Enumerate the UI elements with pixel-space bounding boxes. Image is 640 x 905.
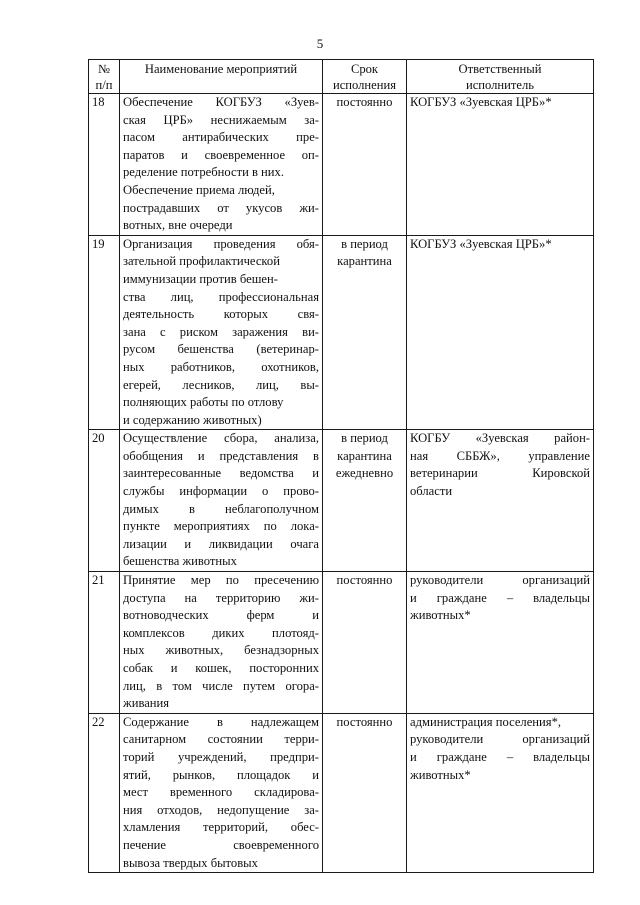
- measure-name-line: пункте мероприятиях по лока-: [123, 519, 319, 534]
- measure-term-line: ежедневно: [335, 466, 394, 481]
- measure-term-line: карантина: [337, 448, 392, 463]
- row-number: 20: [89, 430, 120, 572]
- measure-name-line: лиц, в том числе путем огора-: [123, 678, 319, 693]
- measure-name-line: Обеспечение приема людей,: [123, 182, 275, 197]
- measure-responsible-line: ная СББЖ», управление: [410, 448, 590, 463]
- measure-name-line: Организация проведения обя-: [123, 236, 319, 251]
- measure-term-line: постоянно: [336, 714, 393, 729]
- measure-name-line: вотных, вне очереди: [123, 218, 233, 233]
- header-number: [89, 60, 120, 94]
- measure-responsible-line: животных*: [410, 608, 471, 623]
- measure-name-line: собак и кошек, посторонних: [123, 661, 319, 675]
- measure-term-line: в период: [341, 236, 388, 251]
- measure-name-line: заинтересованные ведомства и: [123, 466, 319, 481]
- measure-name-line: живания: [123, 696, 170, 711]
- measure-name-line: пасом антирабических пре-: [123, 130, 319, 145]
- measure-name-line: зана с риском заражения ви-: [123, 324, 319, 339]
- measure-name-line: лизации и ликвидации очага: [123, 536, 319, 551]
- header-term-line: Срок: [350, 62, 379, 76]
- measure-responsible-line: руководители организаций: [410, 573, 590, 588]
- measure-name: [120, 235, 323, 430]
- measure-name-line: деятельность которых свя-: [123, 307, 319, 322]
- measure-name-line: зательной профилактической: [123, 254, 280, 269]
- measure-responsible: [407, 94, 594, 236]
- measure-name-line: хламления территорий, обес-: [123, 820, 319, 835]
- measure-responsible-line: области: [410, 484, 453, 499]
- measure-responsible-line: животных*: [410, 767, 471, 782]
- row-number: 22: [89, 713, 120, 872]
- measure-term-line: карантина: [337, 254, 392, 269]
- measure-responsible-line: администрация поселения*,: [410, 714, 562, 729]
- measure-responsible: [407, 713, 594, 872]
- measure-name-line: ных животных, безнадзорных: [123, 643, 319, 658]
- measure-responsible: [407, 235, 594, 430]
- measure-name-line: службы информации о прово-: [123, 484, 319, 499]
- measure-name-line: Обеспечение КОГБУЗ «Зуев-: [123, 95, 319, 109]
- page-number: 5: [316, 36, 324, 51]
- measure-term-line: постоянно: [336, 95, 393, 109]
- table-row: [89, 572, 594, 714]
- measures-table: [88, 59, 594, 873]
- measure-name-line: димых в неблагополучном: [123, 501, 319, 516]
- measure-term: [323, 235, 407, 430]
- header-number-line: №: [97, 62, 111, 76]
- measure-term: [323, 713, 407, 872]
- table-header: [89, 60, 594, 94]
- measure-name-line: ния отходов, недопущение за-: [123, 802, 319, 817]
- measure-name-line: мест временного складирова-: [123, 785, 319, 800]
- measure-name-line: печение своевременного: [123, 837, 319, 852]
- header-term: [323, 60, 407, 94]
- measure-name-line: торий учреждений, предпри-: [123, 749, 319, 764]
- measure-responsible-line: и граждане – владельцы: [410, 590, 590, 605]
- header-term-line: исполнения: [332, 78, 397, 92]
- row-number: 21: [89, 572, 120, 714]
- measure-name-line: ства лиц, профессиональная: [123, 289, 319, 304]
- measure-name-line: пострадавших от укусов жи-: [123, 200, 319, 215]
- measure-responsible-line: КОГБУЗ «Зуевская ЦРБ»*: [410, 236, 552, 251]
- measure-name: [120, 94, 323, 236]
- measure-term-line: в период: [341, 431, 388, 446]
- measure-name-line: обобщения и представления в: [123, 448, 319, 463]
- measure-name-line: и содержанию животных): [123, 412, 262, 427]
- measure-name-line: бешенства животных: [123, 554, 237, 569]
- measure-name-line: вотноводческих ферм и: [123, 608, 319, 623]
- measure-name-line: Принятие мер по пресечению: [123, 573, 319, 588]
- row-number: 19: [89, 235, 120, 430]
- header-responsible-line: Ответственный: [458, 62, 542, 76]
- table-row: [89, 430, 594, 572]
- measure-responsible: [407, 430, 594, 572]
- measure-term-line: постоянно: [336, 573, 393, 588]
- table-body: [89, 94, 594, 873]
- table-row: [89, 235, 594, 430]
- measure-name-line: комплексов диких плотояд-: [123, 625, 319, 640]
- measure-term: [323, 430, 407, 572]
- measure-name-line: иммунизации против бешен-: [123, 271, 278, 286]
- measure-responsible-line: КОГБУЗ «Зуевская ЦРБ»*: [410, 95, 552, 109]
- measure-responsible-line: руководители организаций: [410, 732, 590, 747]
- table-row: [89, 713, 594, 872]
- measure-name-line: русом бешенства (ветеринар-: [123, 342, 319, 357]
- measure-name-line: ятий, рынков, площадок и: [123, 767, 319, 782]
- measure-name-line: Осуществление сбора, анализа,: [123, 431, 319, 446]
- header-row: [89, 60, 594, 94]
- header-responsible-line: исполнитель: [465, 78, 535, 92]
- measure-name: [120, 430, 323, 572]
- measure-name-line: ных работников, охотников,: [123, 359, 319, 374]
- table-row: [89, 94, 594, 236]
- measure-name: [120, 713, 323, 872]
- measure-term: [323, 572, 407, 714]
- measure-name-line: доступа на территорию жи-: [123, 590, 319, 605]
- measure-name-line: санитарном состоянии терри-: [123, 732, 319, 747]
- row-number: 18: [89, 94, 120, 236]
- measure-responsible-line: КОГБУ «Зуевская район-: [410, 431, 590, 446]
- measure-name-line: ская ЦРБ» неснижаемым за-: [123, 112, 319, 127]
- header-number-line: п/п: [95, 78, 113, 92]
- measure-term: [323, 94, 407, 236]
- measure-name-line: ределение потребности в них.: [123, 165, 284, 180]
- header-responsible: [407, 60, 594, 94]
- measure-responsible-line: и граждане – владельцы: [410, 749, 590, 764]
- measure-name: [120, 572, 323, 714]
- header-name-line: Наименование мероприятий: [144, 62, 298, 76]
- measure-name-line: паратов и своевременное оп-: [123, 147, 319, 162]
- header-name: [120, 60, 323, 94]
- measure-responsible-line: ветеринарии Кировской: [410, 466, 590, 481]
- measure-name-line: вывоза твердых бытовых: [123, 855, 258, 870]
- measure-name-line: Содержание в надлежащем: [123, 714, 319, 729]
- measure-responsible: [407, 572, 594, 714]
- measure-name-line: полняющих работы по отлову: [123, 395, 284, 410]
- measure-name-line: егерей, лесников, лиц, вы-: [123, 377, 319, 392]
